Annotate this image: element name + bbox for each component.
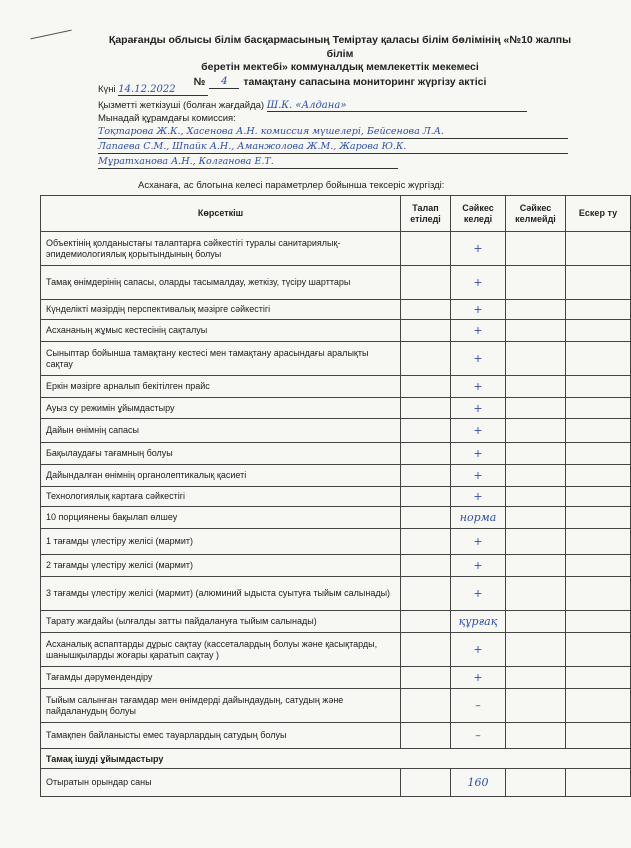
criterion-cell: Бақылаудағы тағамның болуы: [41, 443, 401, 465]
table-row: [41, 465, 631, 487]
table-row: [41, 611, 631, 633]
criterion-cell: Тарату жағдайы (ылғалды затты пайдалануға тыйым салынады): [41, 611, 401, 633]
compliance-mark: +: [451, 667, 506, 689]
compliance-mark: +: [451, 633, 506, 667]
table-row: [41, 555, 631, 577]
act-title-text: тамақтану сапасына мониторинг жүргізу актісі: [243, 75, 487, 88]
table-row: [41, 577, 631, 611]
act-number: 4: [209, 75, 239, 90]
supplier-label: Қызметті жеткізуші (болған жағдайда): [98, 100, 265, 111]
compliance-mark: +: [451, 232, 506, 266]
criterion-cell: Асхананың жұмыс кестесінің сақталуы: [41, 320, 401, 342]
table-row: [41, 689, 631, 723]
compliance-mark: +: [451, 320, 506, 342]
criterion-cell: 3 тағамды үлестіру желісі (мармит) (алюминий ыдыста суытуға тыйым салынады): [41, 577, 401, 611]
criterion-cell: Дайын өнімнің сапасы: [41, 419, 401, 443]
criterion-cell: Технологиялық картаға сәйкестігі: [41, 487, 401, 507]
table-row: [41, 342, 631, 376]
compliance-mark: +: [451, 443, 506, 465]
criterion-cell: Объектінің қолданыстағы талаптарға сәйкестігі туралы санитариялық-эпидемиологиялық қорытындының болуы: [41, 232, 401, 266]
compliance-mark: +: [451, 419, 506, 443]
col-header-compliant: Сәйкес келеді: [451, 196, 506, 232]
criterion-cell: Тыйым салынған тағамдар мен өнімдерді дайындаудың, сатудың және пайдаланудың болуы: [41, 689, 401, 723]
table-row: [41, 667, 631, 689]
table-row: [41, 723, 631, 749]
commission-line-3: [98, 156, 398, 169]
compliance-mark: құрғақ: [451, 611, 506, 633]
criterion-cell: Тамақ өнімдерінің сапасы, оларды тасымалдау, жеткізу, түсіру шарттары: [41, 266, 401, 300]
act-number-prefix: №: [193, 75, 206, 88]
criterion-cell: Еркін мәзірге арналып бекітілген прайс: [41, 376, 401, 398]
table-row: [41, 300, 631, 320]
compliance-mark: +: [451, 376, 506, 398]
commission-members-1: Тоқтарова Ж.К., Хасенова А.Н. комиссия мүшелері, Бейсенова Л.А.: [98, 126, 444, 137]
compliance-mark: +: [451, 487, 506, 507]
document-header: [95, 34, 585, 89]
header-line-2: беретін мектебі» коммуналдық мемлекеттік мекемесі: [201, 61, 479, 73]
col-header-criterion: Көрсеткіш: [41, 196, 401, 232]
compliance-mark: +: [451, 266, 506, 300]
supplier-row: [98, 100, 527, 112]
header-line-1: Қарағанды облысы білім басқармасының Теміртау қаласы білім бөлімінің «№10 жалпы білім: [108, 34, 572, 60]
compliance-mark: +: [451, 577, 506, 611]
col-header-noncompliant: Сәйкес келмейді: [506, 196, 566, 232]
seat-count: 160: [451, 769, 506, 797]
criterion-cell: Дайындалған өнімнің органолептикалық қасиеті: [41, 465, 401, 487]
table-row: [41, 376, 631, 398]
supplier-value: Ш.К. «Алдана»: [267, 100, 527, 112]
criterion-cell: Сыныптар бойынша тамақтану кестесі мен тамақтану арасындағы аралықты сақтау: [41, 342, 401, 376]
compliance-mark: норма: [451, 507, 506, 529]
table-row: [41, 419, 631, 443]
table-row: [41, 529, 631, 555]
criterion-cell: Тағамды дәрумендендіру: [41, 667, 401, 689]
compliance-mark: +: [451, 342, 506, 376]
compliance-mark: +: [451, 465, 506, 487]
criterion-cell: Тамақпен байланысты емес тауарлардың сатудың болуы: [41, 723, 401, 749]
table-row: [41, 487, 631, 507]
table-row: [41, 320, 631, 342]
table-row: [41, 266, 631, 300]
section-title: Тамақ ішуді ұйымдастыру: [41, 749, 631, 769]
table-header-row: [41, 196, 631, 232]
table-row: [41, 769, 631, 797]
date-label: Күні: [98, 84, 116, 95]
commission-line-2: [98, 141, 568, 154]
criterion-cell: Ауыз су режимін ұйымдастыру: [41, 398, 401, 419]
table-row: [41, 633, 631, 667]
criterion-cell: Отыратын орындар саны: [41, 769, 401, 797]
date-value: 14.12.2022: [118, 84, 208, 96]
criterion-cell: 1 тағамды үлестіру желісі (мармит): [41, 529, 401, 555]
compliance-mark: –: [451, 723, 506, 749]
scan-pen-mark: [30, 30, 71, 40]
compliance-mark: +: [451, 555, 506, 577]
compliance-mark: –: [451, 689, 506, 723]
table-row: [41, 443, 631, 465]
criterion-cell: Күнделікті мәзірдің перспективалық мәзірге сәйкестігі: [41, 300, 401, 320]
compliance-mark: +: [451, 300, 506, 320]
monitoring-table: [40, 195, 631, 797]
criterion-cell: 2 тағамды үлестіру желісі (мармит): [41, 555, 401, 577]
criterion-cell: 10 порциянены бақылап өлшеу: [41, 507, 401, 529]
commission-members-3: Мұратханова А.Н., Колганова Е.Т.: [98, 156, 274, 167]
section-row: [41, 749, 631, 769]
compliance-mark: +: [451, 529, 506, 555]
col-header-required: Талап етіледі: [401, 196, 451, 232]
col-header-note: Ескер ту: [566, 196, 631, 232]
commission-members-2: Лапаева С.М., Шпайк А.Н., Аманжолова Ж.М., Жарова Ю.К.: [98, 141, 407, 152]
table-row: [41, 232, 631, 266]
inspection-intro: Асханаға, ас блогына келесі параметрлер бойынша тексеріс жүргізді:: [138, 180, 445, 191]
compliance-mark: +: [451, 398, 506, 419]
criterion-cell: Асханалық аспаптарды дұрыс сақтау (кассеталардың болуы және қасықтарды, шанышқыларды жоғары қаратып сақтау ): [41, 633, 401, 667]
table-row: [41, 507, 631, 529]
commission-label: Мынадай құрамдағы комиссия:: [98, 113, 236, 124]
date-row: [98, 84, 208, 96]
commission-line-1: [98, 126, 568, 139]
table-row: [41, 398, 631, 419]
